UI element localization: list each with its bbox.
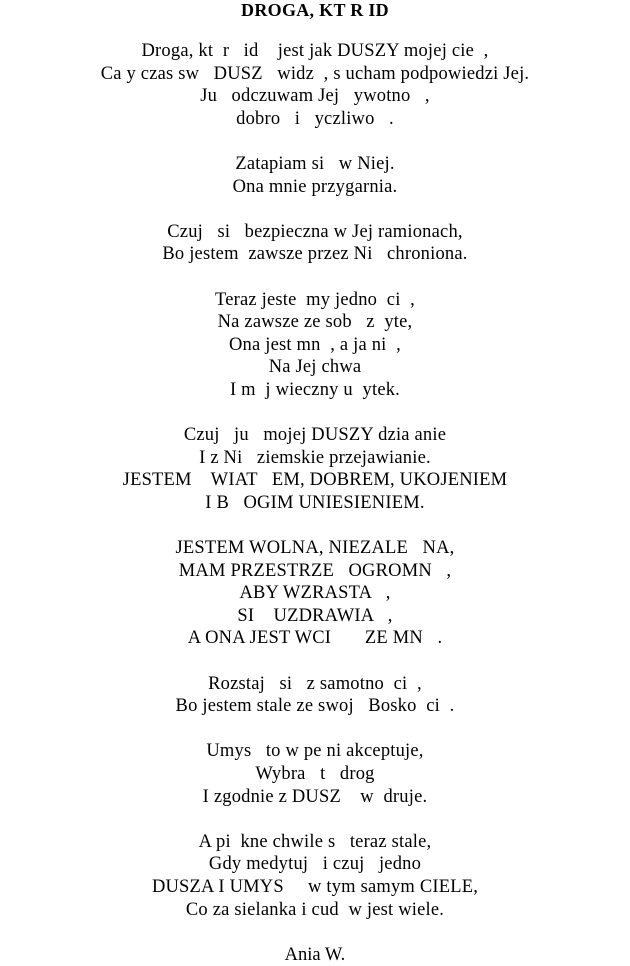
poem-title: DROGA, KT R ID	[241, 0, 389, 20]
poem-line: Rozstaj si z samotno ci ,	[208, 673, 422, 694]
poem-line: Czuj ju mojej DUSZY dzia anie	[183, 425, 447, 446]
poem-line: I z Ni ziemskie przejawianie.	[199, 447, 431, 468]
poem-line: Ona jest mn , a ja ni ,	[229, 334, 401, 355]
spacer	[0, 808, 630, 831]
poem-line: SI UZDRAWIA ,	[237, 605, 393, 626]
poem-line: MAM PRZESTRZE OGROMN ,	[178, 560, 452, 581]
poem-line: JESTEM WIAT EM, DOBREM, UKOJENIEM	[122, 470, 508, 491]
poem-line: JESTEM WOLNA, NIEZALE NA,	[175, 538, 455, 559]
poem-line: Ca y czas sw DUSZ widz , s ucham podpowiedzi Jej.	[100, 63, 530, 84]
spacer	[0, 20, 630, 40]
stanza-5	[0, 424, 630, 514]
poem-line: Na Jej chwa	[268, 357, 362, 378]
spacer	[0, 650, 630, 673]
stanza-6	[0, 537, 630, 650]
spacer	[0, 266, 630, 289]
poem-line: Czuj si bezpieczna w Jej ramionach,	[167, 221, 463, 242]
stanza-4	[0, 289, 630, 402]
poem-line: Ona mnie przygarnia.	[232, 176, 398, 197]
stanza-9	[0, 831, 630, 921]
poem-line: Bo jestem zawsze przez Ni chroniona.	[162, 244, 468, 265]
poem-line: DUSZA I UMYS w tym samym CIELE,	[151, 876, 479, 897]
stanza-3	[0, 221, 630, 266]
poem-line: I m j wieczny u ytek.	[229, 379, 401, 400]
spacer	[0, 718, 630, 741]
spacer	[0, 921, 630, 944]
spacer	[0, 514, 630, 537]
poem-line: I zgodnie z DUSZ w druje.	[202, 786, 428, 807]
poem-line: Droga, kt r id jest jak DUSZY mojej cie ,	[141, 41, 489, 61]
poem-line: Wybra t drog	[255, 764, 375, 784]
poem-line: ABY WZRASTA ,	[239, 583, 391, 604]
poem-line: I B OGIM UNIESIENIEM.	[205, 492, 425, 513]
poem-author: Ania W.	[284, 944, 346, 965]
spacer	[0, 130, 630, 153]
poem-line: A ONA JEST WCI ZE MN .	[187, 628, 443, 649]
poem-line: dobro i yczliwo .	[236, 108, 394, 129]
poem-line: Umys to w pe ni akceptuje,	[206, 741, 424, 762]
poem-line: Zatapiam si w Niej.	[235, 153, 395, 174]
poem-line: Na zawsze ze sob z yte,	[217, 312, 413, 333]
poem-line: Bo jestem stale ze swoj Bosko ci .	[175, 696, 455, 717]
poem-line: Ju odczuwam Jej ywotno ,	[200, 86, 430, 107]
spacer	[0, 402, 630, 425]
stanza-1	[0, 40, 630, 130]
stanza-7	[0, 673, 630, 718]
stanza-2	[0, 153, 630, 198]
poem-line: A pi kne chwile s teraz stale,	[198, 831, 432, 852]
poem-line: Gdy medytuj i czuj jedno	[208, 854, 422, 875]
poem-line: Teraz jeste my jedno ci ,	[214, 289, 416, 310]
stanza-8	[0, 740, 630, 808]
spacer	[0, 198, 630, 221]
poem-line: Co za sielanka i cud w jest wiele.	[185, 899, 445, 920]
